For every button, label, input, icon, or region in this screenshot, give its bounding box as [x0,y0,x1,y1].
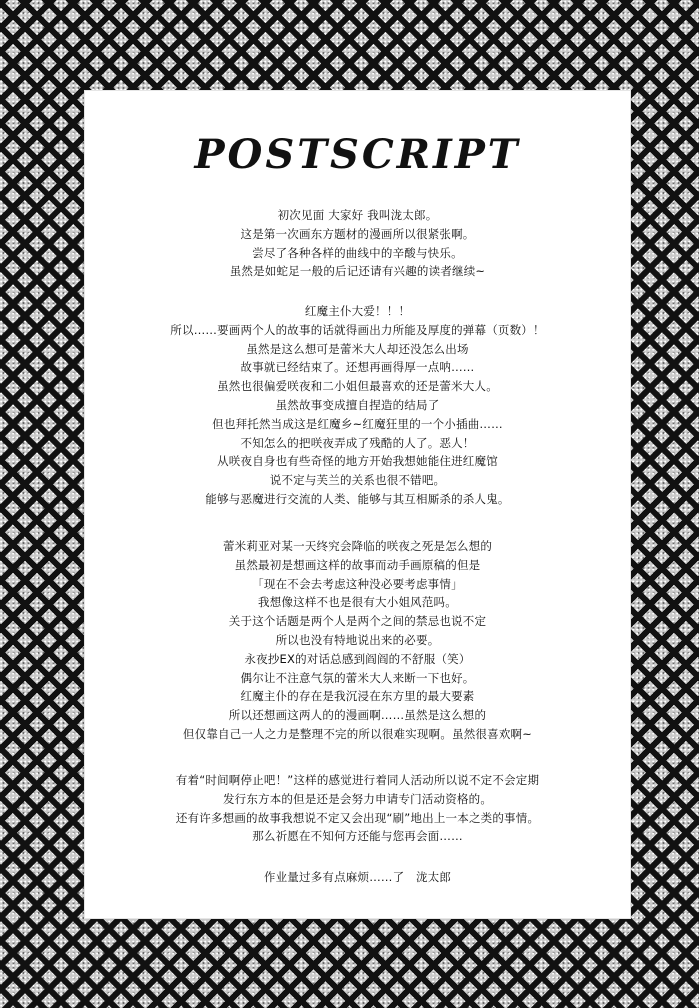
text-line: 蕾米莉亚对某一天终究会降临的咲夜之死是怎么想的 [222,539,493,553]
text-line: 所以还想画这两人的的漫画啊……虽然是这么想的 [228,708,487,723]
text-line: 尝尽了各种各样的曲线中的辛酸与快乐。 [252,245,463,260]
text-line: 但仅靠自己一人之力是整理不完的所以很难实现啊。虽然很喜欢啊~ [182,726,533,741]
paragraph-closing [85,771,630,846]
text-line: 虽然也很偏爱咲夜和二小姐但最喜欢的还是蕾米大人。 [217,379,498,394]
paragraph-greeting [85,206,630,281]
text-line: 有着“时间啊停止吧！”这样的感觉进行着同人活动所以说不定不会定期 [175,773,540,787]
text-line: 说不定与芙兰的关系也很不错吧。 [269,473,446,488]
text-line: 虽然是如蛇足一般的后记还请有兴趣的读者继续~ [229,264,486,279]
text-line: 红魔主仆大爱！！！ [304,304,411,318]
text-line: 红魔主仆的存在是我沉浸在东方里的最大要素 [240,689,475,704]
text-line: 永夜抄EX的对话总感到阎阎的不舒服（笑） [244,651,471,666]
text-line: 故事就已经结束了。还想再画得厚一点呐…… [240,360,475,375]
page-title: POSTSCRIPT [194,131,521,178]
text-line: 那么祈愿在不知何方还能与您再会面…… [252,829,463,844]
signature-line: 作业量过多有点麻烦……了 泷太郎 [263,870,452,884]
text-line: 从咲夜自身也有些奇怪的地方开始我想她能住进红魔馆 [217,454,498,469]
text-line: 我想像这样不也是很有大小姐风范吗。 [258,595,457,610]
paragraph-remilia [85,537,630,744]
text-line: 还有许多想画的故事我想说不定又会出现“刷”地出上一本之类的事情。 [175,810,540,825]
text-line: 关于这个话题是两个人是两个之间的禁忌也说不定 [228,614,487,629]
paragraph-signature [85,868,630,887]
text-line: 虽然最初是想画这样的故事而动手画原稿的但是 [234,557,481,572]
text-line: 虽然是这么想可是蕾米大人却还没怎么出场 [246,341,469,356]
text-line: 偶尔让不注意气氛的蕾米大人来断一下也好。 [240,670,475,685]
text-line: 虽然故事变成擅自捏造的结局了 [275,397,440,412]
text-line: 「现在不会去考虑这种没必要考虑事情」 [252,576,463,591]
text-line: 所以……要画两个人的故事的话就得画出力所能及厚度的弹幕（页数）！ [170,322,545,337]
paragraph-scarlet-devil [85,302,630,509]
text-line: 初次见面 大家好 我叫泷太郎。 [277,208,438,222]
text-line: 但也拜托然当成这是红魔乡~红魔狂里的一个小插曲…… [212,416,503,431]
text-line: 这是第一次画东方题材的漫画所以很紧张啊。 [240,226,475,241]
text-line: 发行东方本的但是还是会努力申请专门活动资格的。 [222,791,493,806]
text-line: 不知怎么的把咲夜弄成了残酷的人了。恶人！ [240,435,475,450]
text-line: 能够与恶魔进行交流的人类、能够与其互相厮杀的杀人鬼。 [205,491,510,506]
postscript-panel [85,91,630,918]
text-line: 所以也没有特地说出来的必要。 [275,632,440,647]
